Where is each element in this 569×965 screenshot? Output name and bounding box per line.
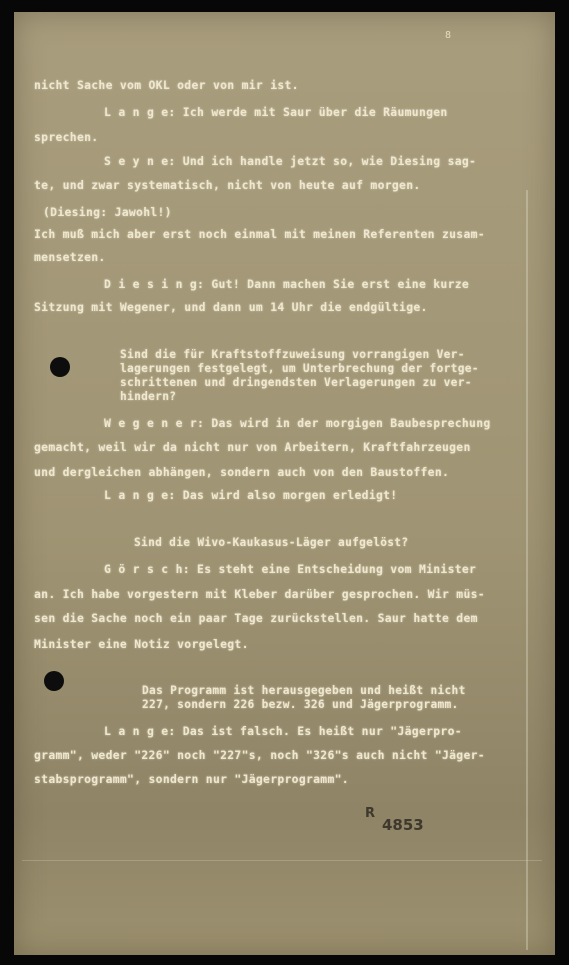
note-line: 227, sondern 226 bezw. 326 und Jägerprogramm. <box>142 698 459 711</box>
text-line: Minister eine Notiz vorgelegt. <box>34 637 249 651</box>
document-page <box>14 12 555 955</box>
punch-hole-lower <box>44 671 64 691</box>
vertical-fold-line <box>526 190 528 950</box>
note-line: Das Programm ist herausgegeben und heißt nicht <box>142 684 466 697</box>
stamp-number: 4853 <box>382 816 424 834</box>
text-line: Sitzung mit Wegener, und dann um 14 Uhr die endgültige. <box>34 300 428 314</box>
horizontal-fold-line <box>22 860 542 861</box>
text-line: S e y n e: Und ich handle jetzt so, wie Diesing sag- <box>104 154 477 168</box>
text-line: sprechen. <box>34 130 99 144</box>
question-line: Sind die für Kraftstoffzuweisung vorrangigen Ver- <box>120 348 465 361</box>
text-line: L a n g e: Ich werde mit Saur über die Räumungen <box>104 105 448 119</box>
question-line: hindern? <box>120 390 177 403</box>
text-line: L a n g e: Das ist falsch. Es heißt nur "Jägerpro- <box>104 724 462 738</box>
text-line: (Diesing: Jawohl!) <box>43 205 172 219</box>
text-line: W e g e n e r: Das wird in der morgigen Baubesprechung <box>104 416 491 430</box>
stamp-letter: R <box>365 806 376 821</box>
text-line: Ich muß mich aber erst noch einmal mit meinen Referenten zusam- <box>34 227 485 241</box>
text-line: gemacht, weil wir da nicht nur von Arbeitern, Kraftfahrzeugen <box>34 440 471 454</box>
text-line: te, und zwar systematisch, nicht von heute auf morgen. <box>34 178 421 192</box>
punch-hole-upper <box>50 357 70 377</box>
text-line: sen die Sache noch ein paar Tage zurückstellen. Saur hatte dem <box>34 611 478 625</box>
text-line: L a n g e: Das wird also morgen erledigt! <box>104 488 398 502</box>
text-line: an. Ich habe vorgestern mit Kleber darüber gesprochen. Wir müs- <box>34 587 485 601</box>
text-line: D i e s i n g: Gut! Dann machen Sie erst eine kurze <box>104 277 470 291</box>
question-line: Sind die Wivo-Kaukasus-Läger aufgelöst? <box>134 536 409 549</box>
page-number: 8 <box>445 30 452 41</box>
text-line: mensetzen. <box>34 250 106 264</box>
text-line: G ö r s c h: Es steht eine Entscheidung vom Minister <box>104 562 477 576</box>
text-line: nicht Sache vom OKL oder von mir ist. <box>34 78 299 92</box>
text-line: und dergleichen abhängen, sondern auch von den Baustoffen. <box>34 465 450 479</box>
text-line: stabsprogramm", sondern nur "Jägerprogramm". <box>34 772 349 786</box>
question-line: lagerungen festgelegt, um Unterbrechung der fortge- <box>120 362 479 375</box>
text-line: gramm", weder "226" noch "227"s, noch "326"s auch nicht "Jäger- <box>34 748 485 762</box>
question-line: schrittenen und dringendsten Verlagerungen zu ver- <box>120 376 472 389</box>
